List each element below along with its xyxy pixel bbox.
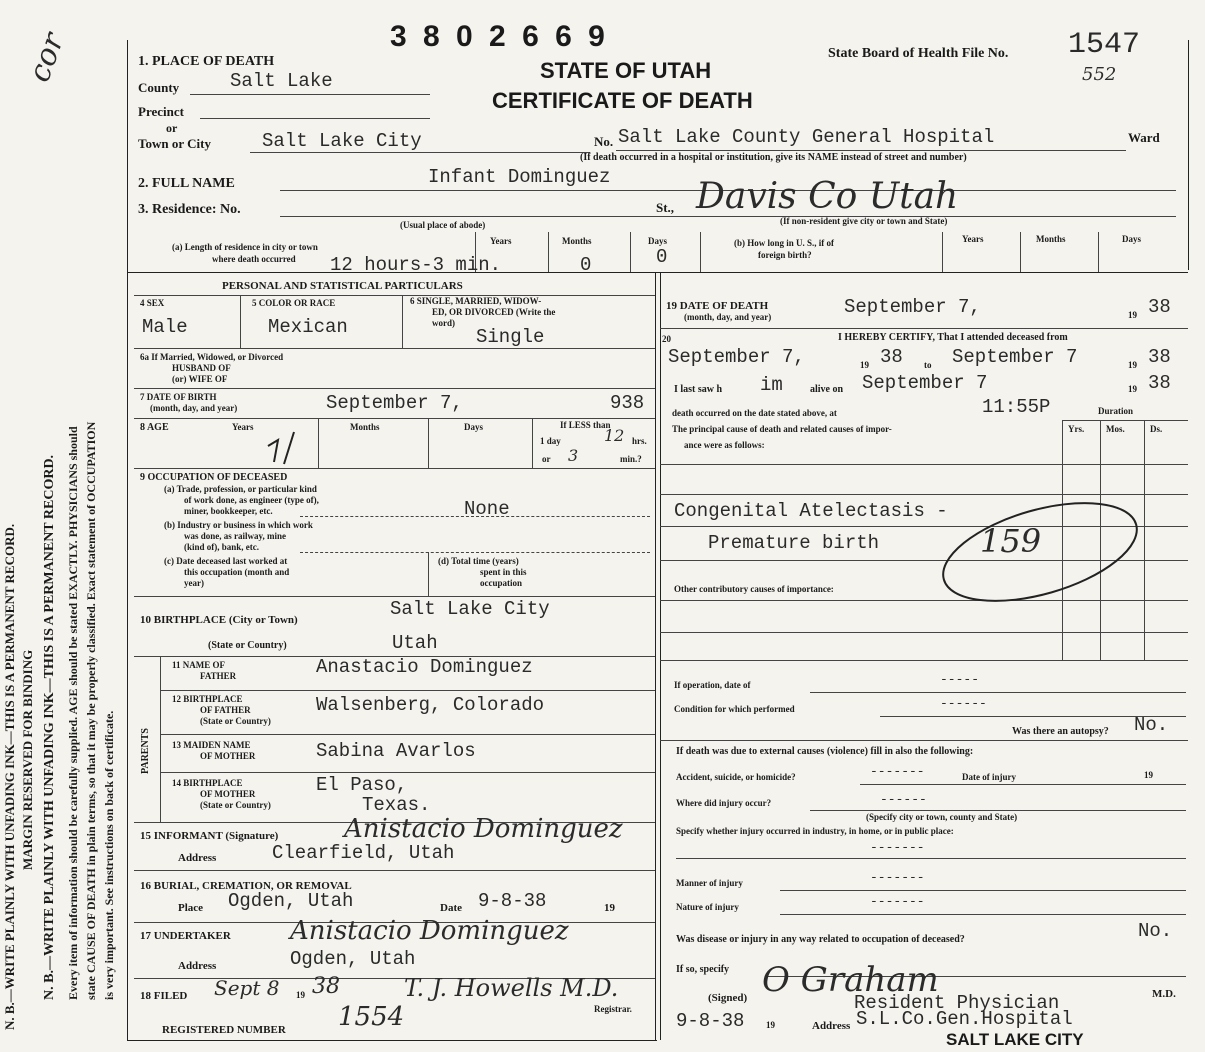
certificate-number: 3 8 0 2 6 6 9 (390, 20, 609, 53)
us-days-header: Days (1122, 234, 1142, 244)
occ-b2: was done, as railway, mine (184, 531, 287, 541)
place-heading: 1. PLACE OF DEATH (138, 54, 275, 69)
hours-label: hrs. (632, 436, 647, 446)
burial-label: 16 BURIAL, CREMATION, OR REMOVAL (140, 880, 352, 892)
sex-value: Male (142, 316, 188, 338)
city-value: Salt Lake City (262, 130, 422, 152)
file-number-2: 552 (1082, 64, 1117, 85)
age-label: 8 AGE (140, 422, 169, 433)
if-so-label: If so, specify (676, 964, 730, 975)
informant-label: 15 INFORMANT (Signature) (140, 830, 279, 842)
father-label-a: 11 NAME OF (172, 660, 225, 670)
physician-address-label: Address (812, 1020, 851, 1032)
birthplace-label: 10 BIRTHPLACE (City or Town) (140, 614, 298, 626)
filed-year: 38 (312, 974, 340, 999)
cause-code: 159 (980, 522, 1042, 560)
dob-value: September 7, (326, 392, 463, 414)
alive-year: 38 (1148, 372, 1171, 394)
length-months-value: 0 (580, 254, 592, 276)
occurred-label: death occurred on the date stated above, at (672, 408, 837, 418)
occ-d2: spent in this (480, 567, 527, 577)
informant-address-label: Address (178, 852, 217, 864)
spouse-label-b: HUSBAND OF (172, 363, 231, 373)
occupation-heading: 9 OCCUPATION OF DECEASED (140, 472, 288, 483)
registered-number-label: REGISTERED NUMBER (162, 1024, 286, 1036)
us-months-header: Months (1036, 234, 1066, 244)
dob-label-b: (month, day, and year) (150, 403, 238, 413)
accident-label: Accident, suicide, or homicide? (676, 772, 796, 782)
age-days-header: Days (464, 422, 484, 432)
specify-label: Specify whether injury occurred in industry, in home, or in public place: (676, 826, 954, 836)
hospital-no-label: No. (594, 134, 614, 149)
length-value: 12 hours-3 min. (330, 254, 502, 276)
registered-number: 1554 (338, 1002, 405, 1032)
personal-heading: PERSONAL AND STATISTICAL PARTICULARS (222, 280, 463, 292)
duration-mos-header: Mos. (1106, 424, 1125, 434)
fbirth-value: Walsenberg, Colorado (316, 694, 545, 716)
occ-b3: (kind of), bank, etc. (184, 542, 260, 552)
file-number: 1547 (1068, 28, 1141, 62)
county-value: Salt Lake (230, 70, 333, 92)
filed-date: Sept 8 (214, 976, 280, 1000)
occ-c1: (c) Date deceased last worked at (164, 556, 288, 566)
alive-date: September 7 (862, 372, 988, 394)
mbirth-value-a: El Paso, (316, 774, 408, 796)
autopsy-label: Was there an autopsy? (1012, 726, 1109, 737)
informant-signature: Anistacio Dominguez (344, 814, 623, 844)
death-date: September 7, (844, 296, 981, 318)
operation-label: If operation, date of (674, 680, 751, 690)
us-label-a: (b) How long in U. S., if of (734, 238, 835, 248)
fbirth-label-a: 12 BIRTHPLACE (172, 694, 243, 704)
death-date-label-a: 19 DATE OF DEATH (666, 300, 769, 312)
registrar-signature: T. J. Howells M.D. (404, 974, 619, 1002)
attended-from-date: September 7, (668, 346, 805, 368)
minutes-label: min.? (620, 454, 642, 464)
duration-yrs-header: Yrs. (1068, 424, 1085, 434)
death-year-prefix: 19 (1128, 310, 1137, 320)
county-label: County (138, 80, 180, 95)
injury-date-19: 19 (1144, 770, 1153, 780)
alive-19: 19 (1128, 384, 1137, 394)
birthplace-state-label: (State or Country) (208, 640, 287, 651)
residence-label: 3. Residence: No. (138, 202, 241, 217)
cause-secondary: Premature birth (708, 532, 880, 554)
md-label: M.D. (1152, 988, 1176, 1000)
condition-label: Condition for which performed (674, 704, 795, 714)
sex-label: 4 SEX (140, 298, 165, 308)
other-causes-label: Other contributory causes of importance: (674, 584, 834, 594)
section-20-number: 20 (662, 334, 671, 344)
nature-value: ------- (870, 894, 925, 909)
fbirth-label-c: (State or Country) (200, 716, 271, 726)
attended-to-19: 19 (1128, 360, 1137, 370)
signed-label: (Signed) (708, 992, 748, 1004)
race-label: 5 COLOR OR RACE (252, 298, 336, 308)
occ-d3: occupation (480, 578, 523, 588)
duration-ds-header: Ds. (1150, 424, 1163, 434)
less-than-label: If LESS than (560, 420, 611, 430)
physician-title: Resident Physician (854, 992, 1060, 1014)
burial-year-suffix: 19 (604, 902, 615, 914)
where-value: ------ (880, 792, 927, 807)
burial-place: Ogden, Utah (228, 890, 354, 912)
condition-value: ------ (940, 696, 987, 711)
occ-c3: year) (184, 578, 204, 588)
parents-side-label: PARENTS (140, 728, 151, 774)
marital-value: Single (476, 326, 545, 348)
burial-place-label: Place (178, 902, 204, 914)
certify-label: I HEREBY CERTIFY, That I attended deceased from (838, 332, 1068, 343)
duration-label: Duration (1098, 406, 1134, 416)
us-years-header: Years (962, 234, 984, 244)
birthplace-value: Salt Lake City (390, 598, 550, 620)
abode-note: (Usual place of abode) (400, 220, 486, 230)
specify-value: ------- (870, 840, 925, 855)
burial-date-label: Date (440, 902, 462, 914)
manner-value: ------- (870, 870, 925, 885)
undertaker-address-label: Address (178, 960, 217, 972)
father-value: Anastacio Dominguez (316, 656, 533, 678)
or-label: or (166, 121, 178, 135)
last-saw-value: im (760, 374, 783, 396)
minutes-or-label: or (542, 454, 551, 464)
death-year: 38 (1148, 296, 1171, 318)
length-years-header: Years (490, 236, 512, 246)
birthplace-state-value: Utah (392, 632, 438, 654)
undertaker-address: Ogden, Utah (290, 948, 416, 970)
state-title: STATE OF UTAH (540, 58, 712, 83)
marital-label-b: ED, OR DIVORCED (Write the (432, 307, 556, 317)
full-name-label: 2. FULL NAME (138, 176, 235, 191)
physician-address: S.L.Co.Gen.Hospital (856, 1008, 1073, 1030)
fbirth-label-b: OF FATHER (200, 705, 251, 715)
length-days-value: 0 (656, 246, 668, 268)
file-label: State Board of Health File No. (828, 46, 1009, 61)
attended-from-year: 38 (880, 346, 903, 368)
length-days-header: Days (648, 236, 668, 246)
one-day-label: 1 day (540, 436, 561, 446)
cause-primary: Congenital Atelectasis - (674, 500, 948, 522)
race-value: Mexican (268, 316, 348, 338)
physician-signature: O Graham (762, 960, 939, 1000)
age-pen-mark (260, 424, 320, 466)
us-label-b: foreign birth? (758, 250, 812, 260)
burial-date: 9-8-38 (478, 890, 547, 912)
length-label-a: (a) Length of residence in city or town (172, 242, 318, 252)
residence-value: Davis Co Utah (696, 176, 959, 217)
where-label: Where did injury occur? (676, 798, 772, 808)
margin-instruction-5: is very important. See instructions on back of certificate. (102, 710, 116, 1000)
margin-instruction-1: N. B.—WRITE PLAINLY WITH UNFADING INK—THIS IS A PERMANENT RECORD. (2, 523, 17, 1030)
dob-year: 938 (610, 392, 645, 414)
father-label-b: FATHER (200, 671, 237, 681)
occ-d1: (d) Total time (years) (438, 556, 519, 566)
spouse-label-c: (or) WIFE OF (172, 374, 228, 384)
hours-value: 12 (604, 426, 625, 445)
city-label: Town or City (138, 136, 211, 151)
occ-b1: (b) Industry or business in which work (164, 520, 313, 530)
where-note: (Specify city or town, county and State) (866, 812, 1018, 822)
corner-mark: cor (21, 28, 72, 87)
cause-label-b: ance were as follows: (684, 440, 765, 450)
filed-label: 18 FILED (140, 990, 188, 1002)
related-value: No. (1138, 920, 1173, 942)
occ-a1: (a) Trade, profession, or particular kind (164, 484, 317, 494)
occ-a3: miner, bookkeeper, etc. (184, 506, 273, 516)
nonres-note: (If non-resident give city or town and State) (780, 216, 948, 226)
manner-label: Manner of injury (676, 878, 743, 888)
mbirth-value-b: Texas. (362, 794, 431, 816)
death-time: 11:55P (982, 396, 1051, 418)
injury-date-label: Date of injury (962, 772, 1016, 782)
marital-label-a: 6 SINGLE, MARRIED, WIDOW- (410, 296, 542, 306)
accident-value: ------- (870, 764, 925, 779)
occ-a2: of work done, as engineer (type of), (184, 495, 319, 505)
death-date-label-b: (month, day, and year) (684, 312, 772, 322)
cause-circle-mark (930, 500, 1170, 610)
attended-from-19: 19 (860, 360, 869, 370)
dob-label-a: 7 DATE OF BIRTH (140, 392, 217, 402)
autopsy-value: No. (1134, 714, 1169, 736)
minutes-value: 3 (568, 446, 579, 465)
attended-to-date: September 7 (952, 346, 1078, 368)
full-name-value: Infant Dominguez (428, 166, 611, 188)
margin-binding-note: MARGIN RESERVED FOR BINDING (20, 649, 35, 870)
certificate-title: CERTIFICATE OF DEATH (492, 88, 753, 113)
registrar-label: Registrar. (594, 1004, 632, 1014)
alive-label: alive on (810, 384, 844, 395)
residence-st-label: St., (656, 200, 675, 215)
mother-label-b: OF MOTHER (200, 751, 256, 761)
ward-label: Ward (1128, 130, 1160, 145)
undertaker-signature: Anistacio Dominguez (290, 916, 569, 946)
length-months-header: Months (562, 236, 592, 246)
cause-label-a: The principal cause of death and related causes of impor- (672, 424, 892, 434)
mbirth-label-c: (State or Country) (200, 800, 271, 810)
filed-year-prefix: 19 (296, 990, 305, 1000)
occupation-value: None (464, 498, 510, 520)
attended-to-year: 38 (1148, 346, 1171, 368)
mbirth-label-a: 14 BIRTHPLACE (172, 778, 243, 788)
marital-label-c: word) (432, 318, 455, 328)
physician-address-city: SALT LAKE CITY (946, 1030, 1084, 1049)
informant-address: Clearfield, Utah (272, 842, 455, 864)
mother-label-a: 13 MAIDEN NAME (172, 740, 251, 750)
related-label: Was disease or injury in any way related to occupation of deceased? (676, 934, 965, 945)
attended-to-label: to (924, 360, 932, 370)
age-months-header: Months (350, 422, 380, 432)
mother-value: Sabina Avarlos (316, 740, 476, 762)
length-label-b: where death occurred (212, 254, 296, 264)
margin-instruction-4: state CAUSE OF DEATH in plain terms, so that it may be properly classified. Exact statement of OCCUPATION (84, 421, 98, 1000)
physician-sign-date: 9-8-38 (676, 1010, 745, 1032)
nature-label: Nature of injury (676, 902, 739, 912)
spouse-label-a: 6a If Married, Widowed, or Divorced (140, 352, 284, 362)
last-saw-label: I last saw h (674, 384, 723, 395)
undertaker-label: 17 UNDERTAKER (140, 930, 231, 942)
age-years-header: Years (232, 422, 254, 432)
precinct-label: Precinct (138, 104, 184, 119)
physician-sign-19: 19 (766, 1020, 775, 1030)
hospital-note: (If death occurred in a hospital or institution, give its NAME instead of street and number) (580, 152, 967, 163)
external-label: If death was due to external causes (violence) fill in also the following: (676, 746, 974, 757)
margin-instruction-2: N. B.—WRITE PLAINLY WITH UNFADING INK—THIS IS A PERMANENT RECORD. (42, 454, 57, 1000)
operation-value: ----- (940, 672, 980, 687)
hospital-value: Salt Lake County General Hospital (618, 126, 995, 148)
mbirth-label-b: OF MOTHER (200, 789, 256, 799)
occ-c2: this occupation (month and (184, 567, 290, 577)
margin-instruction-3: Every item of information should be carefully supplied. AGE should be stated EXACTLY. PHYSICIANS should (66, 426, 80, 1000)
